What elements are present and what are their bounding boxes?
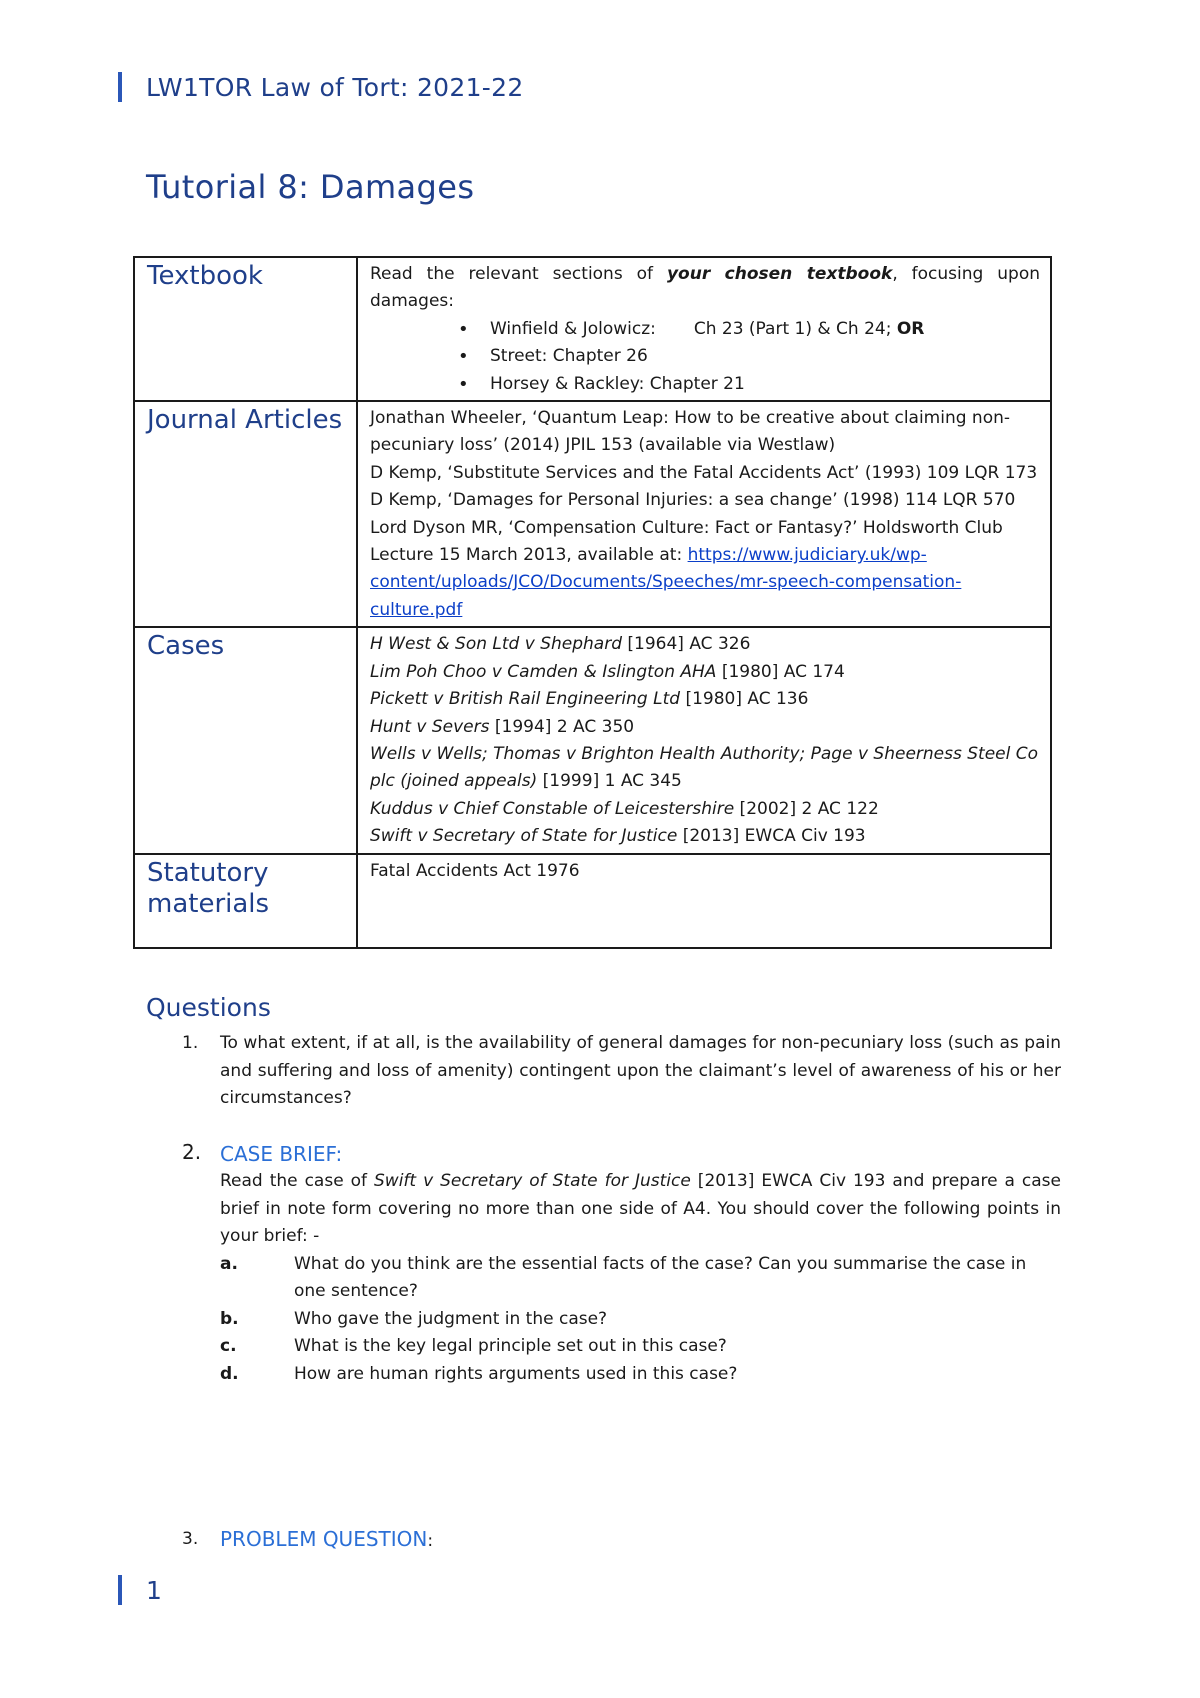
cases-content [357,627,1051,853]
textbook-intro: Read the relevant sections of your chosen textbook, focusing upon damages: [370,264,1041,312]
question-1 [146,1030,1061,1113]
list-item: • Winfield & Jolowicz: Ch 23 (Part 1) & Ch 24; OR [490,316,1040,343]
journal-item: D Kemp, ‘Substitute Services and the Fatal Accidents Act’ (1993) 109 LQR 173 [370,462,1038,483]
course-title: LW1TOR Law of Tort: 2021-22 [146,72,524,102]
question-number: 3. [182,1529,199,1549]
brief-point: b. Who gave the judgment in the case? [220,1308,608,1329]
textbook-list [370,316,1040,398]
brief-point: d. How are human rights arguments used in this case? [220,1363,738,1384]
questions-heading: Questions [146,993,271,1022]
cases-label: Cases [134,627,357,853]
question-body [220,1140,1061,1388]
page-title: Tutorial 8: Damages [146,168,475,206]
statutory-row [134,854,1051,948]
case-item: Pickett v British Rail Engineering Ltd [1980] AC 136 [370,689,809,710]
list-item: • Street: Chapter 26 [490,343,1040,370]
page-footer [118,1573,162,1607]
case-item: Lim Poh Choo v Camden & Islington AHA [1980] AC 174 [370,661,845,682]
brief-point: c. What is the key legal principle set out in this case? [220,1336,727,1356]
case-item: Kuddus v Chief Constable of Leicestershire [2002] 2 AC 122 [370,798,879,819]
judiciary-link[interactable]: https://www.judiciary.uk/wp-content/uploads/JCO/Documents/Speeches/mr-speech-compensation-culture.pdf [370,545,962,620]
question-number: 2. [182,1140,202,1164]
statutory-label: Statutory materials [134,854,357,948]
journal-item: Jonathan Wheeler, ‘Quantum Leap: How to be creative about claiming non-pecuniary loss’ (2014) JPIL 153 (available via Westlaw) [370,408,1011,456]
brief-point: a. What do you think are the essential facts of the case? Can you summarise the case in one sentence? [220,1253,1027,1301]
case-item: H West & Son Ltd v Shephard [1964] AC 326 [370,634,751,655]
textbook-row [134,257,1051,401]
list-item: • Horsey & Rackley: Chapter 21 [490,371,1040,398]
textbook-label: Textbook [134,257,357,401]
case-item: Wells v Wells; Thomas v Brighton Health Authority; Page v Sheerness Steel Co plc (joined appeals) [1999] 1 AC 345 [370,743,1039,792]
question-3 [146,1526,1061,1556]
case-item: Hunt v Severs [1994] 2 AC 350 [370,716,635,737]
header-rule [118,72,122,102]
case-brief-intro: Read the case of Swift v Secretary of State for Justice [2013] EWCA Civ 193 and prepare a case brief in note form covering no more than one side of A4. You should cover the following points in your brief: - [220,1171,1061,1246]
cases-row [134,627,1051,853]
journal-label: Journal Articles [134,401,357,627]
case-brief-heading: CASE BRIEF: [220,1142,343,1166]
question-text: To what extent, if at all, is the availability of general damages for non-pecuniary loss (such as pain and suffering and loss of amenity) contingent upon the claimant’s level of awareness of his or her circumstances? [220,1033,1061,1108]
problem-question-heading: PROBLEM QUESTION: [220,1527,434,1551]
journal-row [134,401,1051,627]
journal-item: Lord Dyson MR, ‘Compensation Culture: Fact or Fantasy?’ Holdsworth Club Lecture 15 March 2013, available at: https://www.judiciary.uk/wp-content/uploads/JCO/Documents/Speeches/mr-speech-compensation-culture.pdf [370,517,1003,620]
page-number: 1 [146,1575,162,1605]
textbook-content [357,257,1051,401]
statutory-item: Fatal Accidents Act 1976 [357,854,1051,948]
question-number: 1. [182,1033,199,1053]
footer-rule [118,1575,122,1605]
journal-content [357,401,1051,627]
journal-item: D Kemp, ‘Damages for Personal Injuries: a sea change’ (1998) 114 LQR 570 [370,490,1016,511]
case-item: Swift v Secretary of State for Justice [2013] EWCA Civ 193 [370,826,866,847]
question-2 [146,1140,1061,1388]
page-header [118,70,524,104]
reading-table [133,256,1052,949]
